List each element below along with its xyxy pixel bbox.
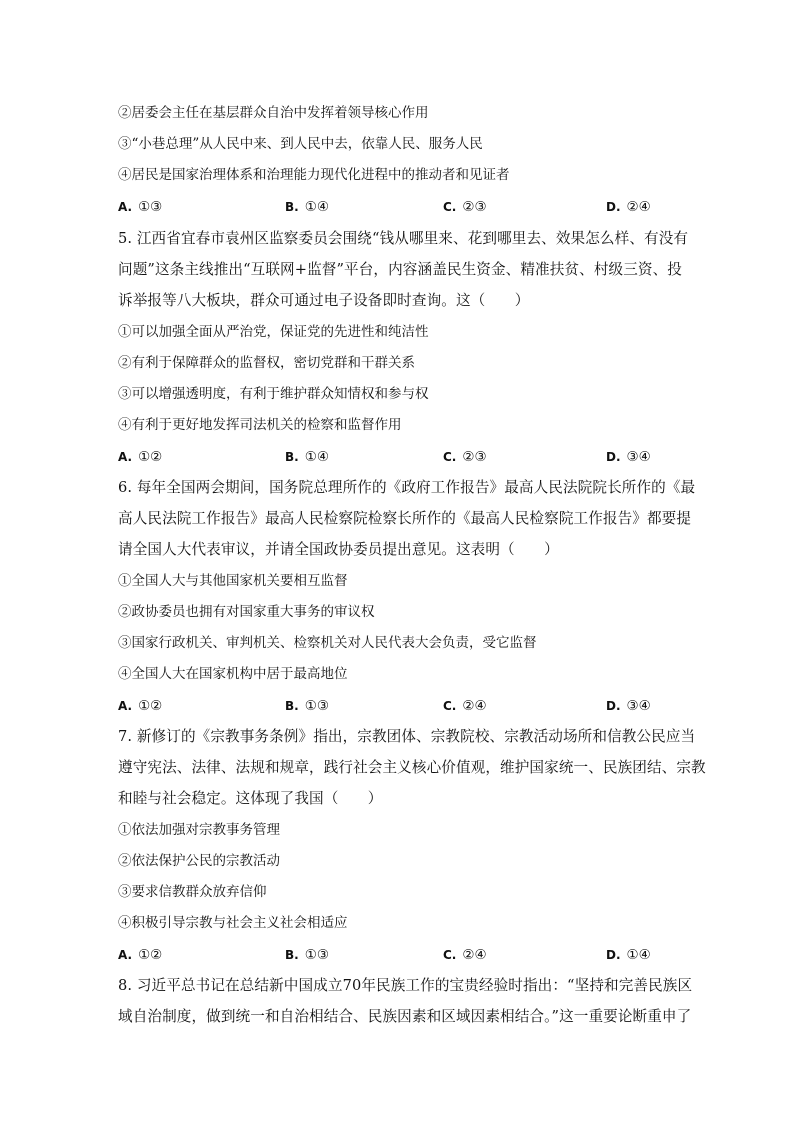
q4-option-c[interactable]: C. ②③ (443, 199, 487, 215)
q4-item-2: ②居委会主任在基层群众自治中发挥着领导核心作用 (118, 105, 429, 121)
q5-option-c[interactable]: C. ②③ (443, 449, 487, 465)
q5-option-a[interactable]: A. ①② (118, 449, 163, 465)
q5-item-2: ②有利于保障群众的监督权，密切党群和干群关系 (118, 355, 415, 371)
q7-stem-line-2: 遵守宪法、法律、法规和规章，践行社会主义核心价值观，维护国家统一、民族团结、宗教 (118, 759, 706, 776)
q7-item-4: ④积极引导宗教与社会主义社会相适应 (118, 915, 348, 931)
q8-stem-line-1: 8. 习近平总书记在总结新中国成立70年民族工作的宝贵经验时指出：“坚持和完善民族区 (118, 977, 693, 994)
q7-item-2: ②依法保护公民的宗教活动 (118, 853, 280, 869)
q6-option-b[interactable]: B. ①③ (285, 698, 329, 714)
q6-item-3: ③国家行政机关、审判机关、检察机关对人民代表大会负责，受它监督 (118, 635, 537, 651)
q7-option-a[interactable]: A. ①② (118, 947, 163, 963)
q7-option-b[interactable]: B. ①③ (285, 947, 329, 963)
q7-stem-line-3: 和睦与社会稳定。这体现了我国（ ） (118, 790, 383, 807)
q5-stem-line-1: 5. 江西省宜春市袁州区监察委员会围绕“钱从哪里来、花到哪里去、效果怎么样、有没有 (118, 230, 689, 247)
q4-option-a[interactable]: A. ①③ (118, 199, 163, 215)
q6-stem-line-3: 请全国人大代表审议，并请全国政协委员提出意见。这表明（ ） (118, 541, 559, 558)
q8-stem-line-2: 域自治制度，做到统一和自治相结合、民族因素和区域因素相结合。”这一重要论断重申了 (118, 1008, 692, 1025)
q5-item-3: ③可以增强透明度，有利于维护群众知情权和参与权 (118, 386, 429, 402)
q6-item-4: ④全国人大在国家机构中居于最高地位 (118, 666, 348, 682)
q6-option-a[interactable]: A. ①② (118, 698, 163, 714)
q5-stem-line-2: 问题”这条主线推出“互联网+监督”平台，内容涵盖民生资金、精准扶贫、村级三资、投 (118, 261, 682, 278)
q4-item-4: ④居民是国家治理体系和治理能力现代化进程中的推动者和见证者 (118, 167, 510, 183)
q4-option-b[interactable]: B. ①④ (285, 199, 329, 215)
q5-item-1: ①可以加强全面从严治党，保证党的先进性和纯洁性 (118, 324, 429, 340)
q7-item-3: ③要求信教群众放弃信仰 (118, 884, 267, 900)
q7-stem-line-1: 7. 新修订的《宗教事务条例》指出，宗教团体、宗教院校、宗教活动场所和信教公民应当 (118, 728, 696, 745)
q4-option-d[interactable]: D. ②④ (606, 199, 651, 215)
q6-option-c[interactable]: C. ②④ (443, 698, 487, 714)
q5-stem-line-3: 诉举报等八大板块，群众可通过电子设备即时查询。这（ ） (118, 292, 530, 309)
q5-option-b[interactable]: B. ①④ (285, 449, 329, 465)
q5-item-4: ④有利于更好地发挥司法机关的检察和监督作用 (118, 417, 402, 433)
q7-item-1: ①依法加强对宗教事务管理 (118, 822, 280, 838)
q7-option-d[interactable]: D. ①④ (606, 947, 651, 963)
q6-stem-line-2: 高人民法院工作报告》最高人民检察院检察长所作的《最高人民检察院工作报告》都要提 (118, 510, 692, 527)
q7-option-c[interactable]: C. ②④ (443, 947, 487, 963)
q6-stem-line-1: 6. 每年全国两会期间，国务院总理所作的《政府工作报告》最高人民法院院长所作的《最 (118, 479, 696, 496)
q6-option-d[interactable]: D. ③④ (606, 698, 651, 714)
q6-item-2: ②政协委员也拥有对国家重大事务的审议权 (118, 604, 375, 620)
q6-item-1: ①全国人大与其他国家机关要相互监督 (118, 573, 348, 589)
q5-option-d[interactable]: D. ③④ (606, 449, 651, 465)
q4-item-3: ③“小巷总理”从人民中来、到人民中去，依靠人民、服务人民 (118, 136, 483, 152)
